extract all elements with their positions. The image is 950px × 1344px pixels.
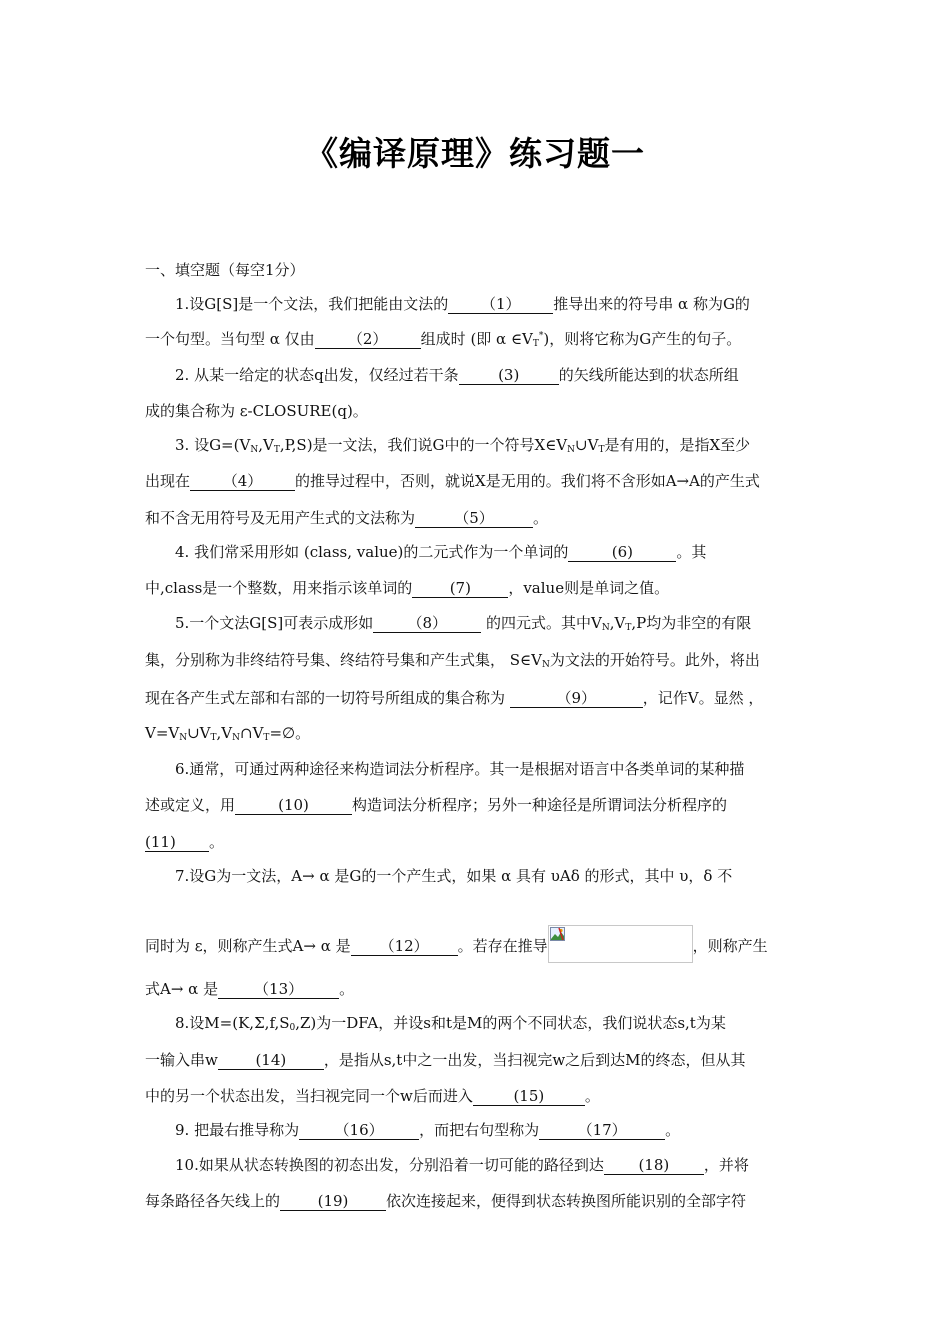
question-9-line-1: 9. 把最右推导称为 （16） ，而把右句型称为 （17） 。: [175, 1121, 681, 1139]
blank-1: （1）: [448, 296, 553, 314]
blank-8: （8）: [373, 615, 481, 633]
question-5-line-1: 5.一个文法G[S]可表示成形如 （8） 的四元式。其中$V_N,V_T,P$均为非空的有限: [175, 614, 752, 633]
question-1-line-2: 一个句型。当句型 α 仅由 （2） 组成时 (即 α $\in V_T^*$)，则将它称为G产生的句子。: [145, 330, 742, 349]
blank-19: (19): [280, 1193, 386, 1211]
blank-2: （2）: [315, 331, 421, 349]
blank-14: (14): [218, 1052, 324, 1070]
question-3-line-2: 出现在 （4） 的推导过程中，否则，就说X是无用的。我们将不含形如A→A的产生式: [145, 472, 760, 490]
section-heading: 一、填空题（每空1分）: [145, 261, 305, 279]
blank-4: （4）: [190, 473, 295, 491]
question-6-line-1: 6.通常，可通过两种途径来构造词法分析程序。其一是根据对语言中各类单词的某种描: [175, 760, 745, 778]
blank-12: （12）: [351, 938, 458, 956]
blank-17: （17）: [539, 1122, 665, 1140]
blank-9: （9）: [510, 690, 643, 708]
broken-image-placeholder: [548, 925, 693, 963]
question-8-line-2: 一输入串w (14) ，是指从s,t中之一出发，当扫视完w之后到达M的终态，但从其: [145, 1051, 746, 1069]
question-2-line-1: 2. 从某一给定的状态q出发，仅经过若干条 (3) 的矢线所能达到的状态所组: [175, 366, 739, 384]
question-5-line-3: 现在各产生式左部和右部的一切符号所组成的集合称为 （9） ，记作V。显然 ，: [145, 689, 764, 707]
question-4-line-1: 4. 我们常采用形如 (class, value)的二元式作为一个单词的 (6) 。其: [175, 543, 707, 561]
question-10-line-2: 每条路径各矢线上的 (19) 依次连接起来，便得到状态转换图所能识别的全部字符: [145, 1192, 747, 1210]
question-6-line-3: (11) 。: [145, 833, 225, 851]
question-7-line-3: 式A→ α 是 （13） 。: [145, 980, 355, 998]
blank-7: (7): [412, 580, 508, 598]
blank-15: (15): [473, 1088, 585, 1106]
blank-6: (6): [568, 544, 676, 562]
question-5-line-4: $V=V_N\cup V_T,V_N\cap V_T=\emptyset$。: [145, 724, 311, 743]
question-5-line-2: 集，分别称为非终结符号集、终结符号集和产生式集， $S\in V_N$为文法的开始符号。此外，将出: [145, 651, 760, 670]
broken-image-icon: [550, 927, 565, 941]
question-8-line-1: 8.设$M=(K,\Sigma,f,S_0,Z)$为一DFA，并设s和t是M的两个不同状态，我们说状态s,t为某: [175, 1014, 726, 1033]
blank-10: (10): [235, 797, 352, 815]
question-1-line-1: 1.设G[S]是一个文法，我们把能由文法的 （1） 推导出来的符号串 α 称为G的: [175, 295, 750, 313]
question-3-line-3: 和不含无用符号及无用产生式的文法称为 （5） 。: [145, 509, 549, 527]
blank-5: （5）: [415, 510, 533, 528]
question-2-line-2: 成的集合称为 ε-CLOSURE(q)。: [145, 402, 368, 420]
question-7-line-2: 同时为 ε，则称产生式A→ α 是 （12） 。若存在推导 ，则称产生: [145, 928, 768, 966]
question-3-line-1: 3. 设$G=(V_N,V_T,P,S)$是一文法，我们说G中的一个符号$X\in V_N\cup V_T$是有用的，是指X至少: [175, 436, 751, 455]
question-10-line-1: 10.如果从状态转换图的初态出发，分别沿着一切可能的路径到达 (18) ，并将: [175, 1156, 749, 1174]
question-8-line-3: 中的另一个状态出发，当扫视完同一个w后而进入 (15) 。: [145, 1087, 600, 1105]
blank-18: (18): [604, 1157, 704, 1175]
blank-16: （16）: [299, 1122, 419, 1140]
page-title: 《编译原理》练习题一: [305, 134, 645, 173]
blank-11: (11): [145, 834, 209, 852]
blank-3: (3): [459, 367, 559, 385]
question-7-line-1: 7.设G为一文法，A→ α 是G的一个产生式，如果 α 具有 υAδ 的形式，其中 υ，δ 不: [175, 867, 733, 885]
question-4-line-2: 中,class是一个整数，用来指示该单词的 (7) ，value则是单词之值。: [145, 579, 670, 597]
blank-13: （13）: [218, 981, 339, 999]
question-6-line-2: 述或定义，用 (10) 构造词法分析程序；另外一种途径是所谓词法分析程序的: [145, 796, 728, 814]
